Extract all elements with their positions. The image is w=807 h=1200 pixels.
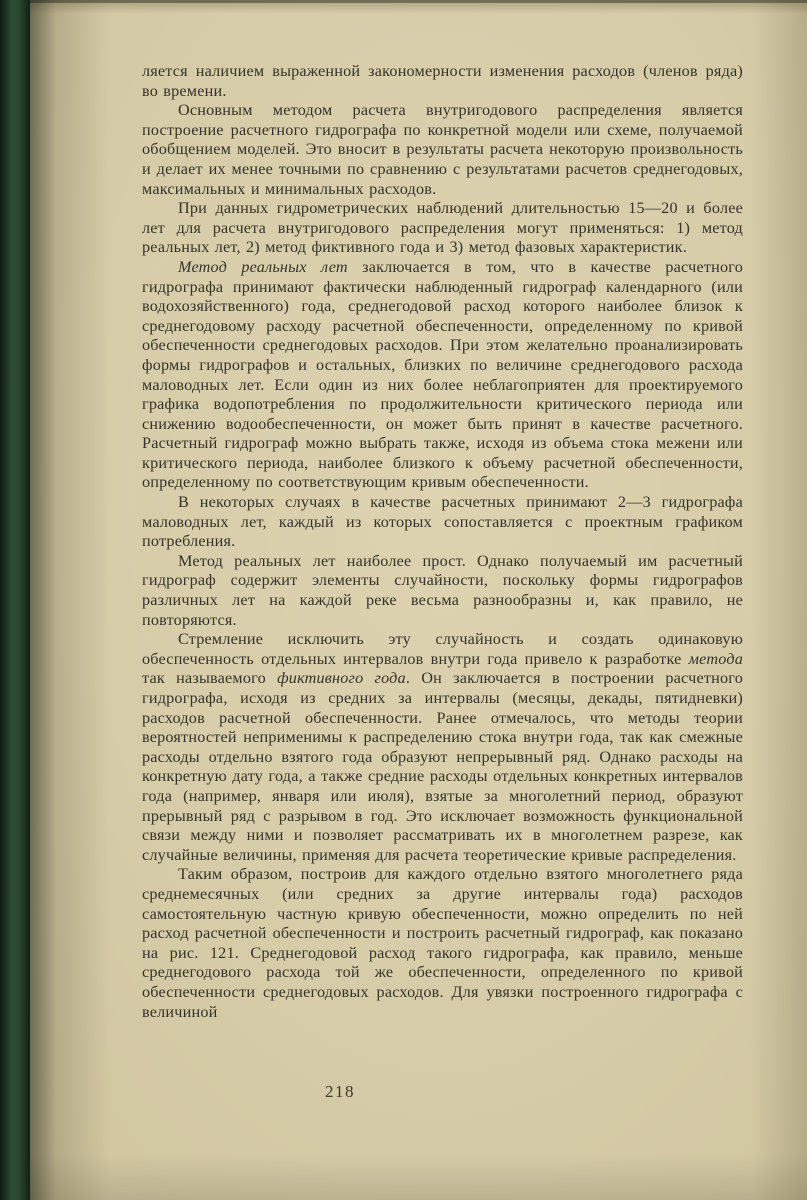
text-segment: Стремление исключить эту случайность и создать одинаковую обеспеченность отдельных интервалов внутри года привело к разработке	[142, 630, 743, 668]
paragraph	[142, 493, 743, 552]
italic-term: метода	[688, 649, 743, 668]
paragraph	[142, 62, 743, 101]
page-top-edge	[0, 0, 807, 3]
text-segment: ляется наличием выраженной закономерности изменения расходов (членов ряда) во времени.	[142, 62, 743, 100]
text-segment: так называемого	[142, 669, 278, 688]
paragraph	[142, 199, 743, 258]
text-segment: Основным методом расчета внутригодового распределения является построение расчетного гидрографа по конкретной модели или схеме, получаемой обобщением моделей. Это вносит в результаты расчета некоторую произвольность и делает их менее точными по сравнению с результатами расчетов среднегодовых, максимальных и минимальных расходов.	[142, 101, 743, 198]
text-segment: заключается в том, что в качестве расчетного гидрографа принимают фактически наблюденный гидрограф календарного (или водохозяйственного) года, среднегодовой расход которого наиболее близок к среднегодовому расходу расчетной обеспеченности, определенному по кривой обеспеченности среднегодовых расходов. При этом желательно проанализировать формы гидрографов и остальных, близких по величине среднегодового расхода маловодных лет. Если один из них более неблагоприятен для проектируемого графика водопотребления по продолжительности критического периода или снижению водообеспеченности, он может быть принят в качестве расчетного. Расчетный гидрограф можно выбрать также, исходя из объема стока межени или критического периода, наиболее близкого к объему расчетной обеспеченности, определенному по соответствующим кривым обеспеченности.	[142, 257, 743, 492]
text-segment: При данных гидрометрических наблюдений длительностью 15—20 и более лет для расчета внутригодового распределения могут применяться: 1) метод реальных лет, 2) метод фиктивного года и 3) метод фазовых характеристик.	[142, 199, 743, 257]
paragraph	[142, 101, 743, 199]
paragraph	[142, 552, 743, 630]
text-segment: . Он заключается в построении расчетного гидрографа, исходя из средних за интервалы (месяцы, декады, пятидневки) расходов расчетной обеспеченности. Ранее отмечалось, что методы теории вероятностей неприменимы к распределению стока внутри года, так как смежные расходы отдельно взятого года образуют непрерывный ряд. Однако расходы на конкретную дату года, а также средние расходы отдельных конкретных интервалов года (например, января или июля), взятые за многолетний период, образуют прерывный ряд с разрывом в год. Это исключает возможность функциональной связи между ними и позволяет рассматривать их в многолетнем разрезе, как случайные величины, применяя для расчета теоретические кривые распределения.	[142, 669, 743, 864]
italic-term: фиктивного года	[277, 669, 406, 688]
italic-term: Метод реальных лет	[178, 257, 348, 276]
text-segment: Таким образом, построив для каждого отдельно взятого многолетнего ряда среднемесячных (или средних за другие интервалы года) расходов самостоятельную частную кривую обеспеченности, можно определить по ней расход расчетной обеспеченности и построить расчетный гидрограф, как показано на рис. 121. Среднегодовой расход такого гидрографа, как правило, меньше среднегодового расхода той же обеспеченности, определенного по кривой обеспеченности среднегодовых расходов. Для увязки построенного гидрографа с величиной	[142, 865, 743, 1021]
paragraph	[142, 865, 743, 1022]
book-cover-edge	[0, 0, 30, 1200]
paragraph	[142, 258, 743, 493]
page-number: 218	[325, 1082, 355, 1101]
paragraph	[142, 630, 743, 865]
text-segment: В некоторых случаях в качестве расчетных принимают 2—3 гидрографа маловодных лет, каждый из которых сопоставляется с проектным графиком потребления.	[142, 493, 743, 551]
binding-shadow	[30, 0, 56, 1200]
text-segment: Метод реальных лет наиболее прост. Однако получаемый им расчетный гидрограф содержит элементы случайности, поскольку формы гидрографов различных лет на каждой реке весьма разнообразны и, как правило, не повторяются.	[142, 551, 743, 629]
text-block	[142, 62, 743, 1074]
